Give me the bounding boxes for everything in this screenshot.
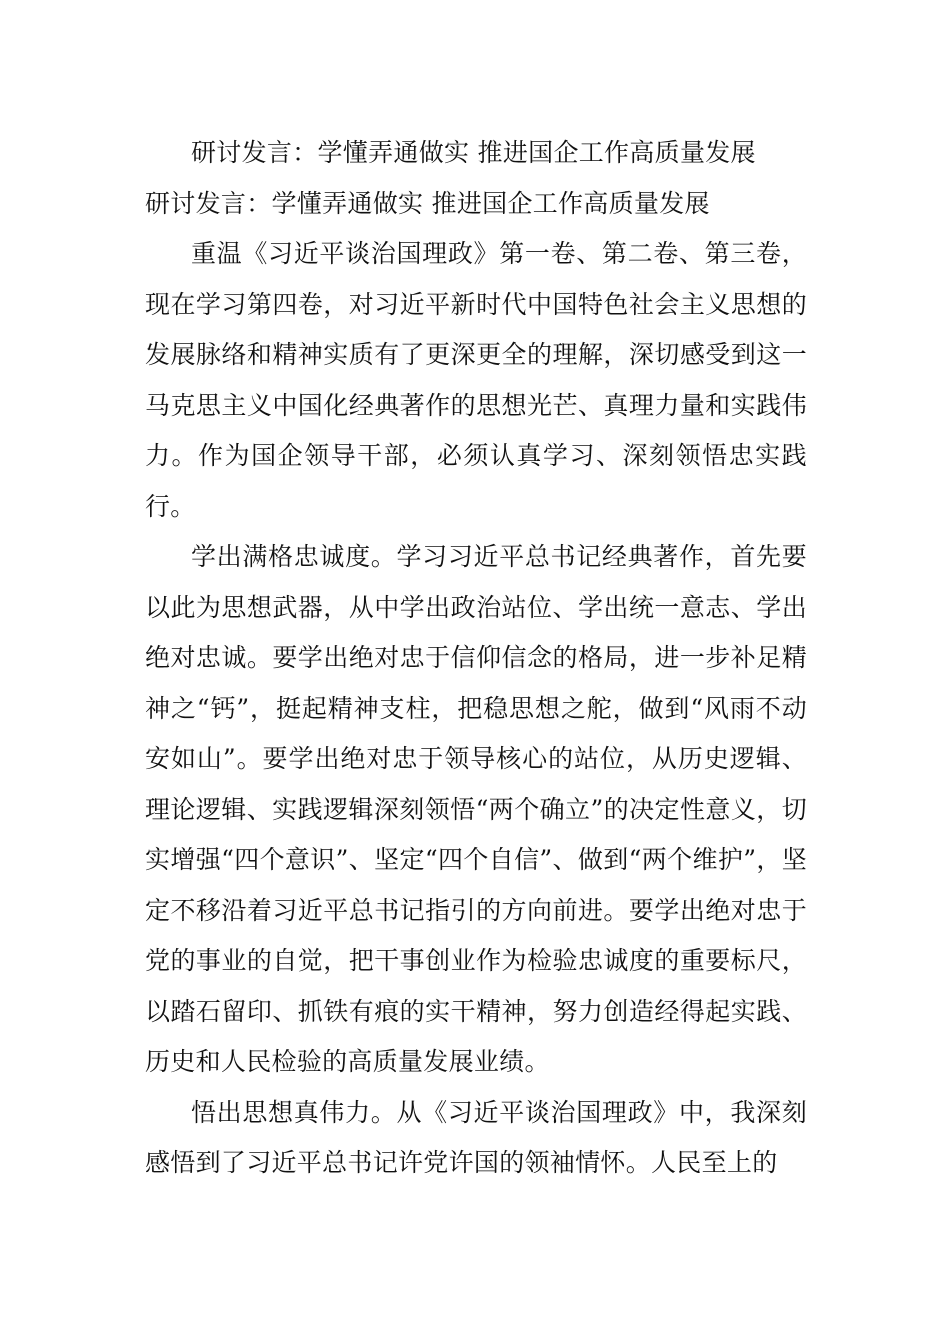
document-title-repeat: 研讨发言：学懂弄通做实 推进国企工作高质量发展 [145, 188, 710, 218]
paragraph-loyalty: 学出满格忠诚度。学习习近平总书记经典著作，首先要以此为思想武器，从中学出政治站位、学出统一意志、学出绝对忠诚。要学出绝对忠于信仰信念的格局，进一步补足精神之“钙”，挺起精神支柱，把稳思想之舵，做到“风雨不动安如山”。要学出绝对忠于领导核心的站位，从历史逻辑、理论逻辑、实践逻辑深刻领悟“两个确立”的决定性意义，切实增强“四个意识”、坚定“四个自信”、做到“两个维护”，坚定不移沿着习近平总书记指引的方向前进。要学出绝对忠于党的事业的自觉，把干事创业作为检验忠诚度的重要标尺，以踏石留印、抓铁有痕的实干精神，努力创造经得起实践、历史和人民检验的高质量发展业绩。 [145, 542, 807, 1076]
paragraph-thought: 悟出思想真伟力。从《习近平谈治国理政》中，我深刻感悟到了习近平总书记许党许国的领袖情怀。人民至上的 [145, 1097, 807, 1177]
document-title: 研讨发言：学懂弄通做实 推进国企工作高质量发展 [191, 138, 756, 167]
document-body [145, 128, 807, 1189]
paragraph-intro: 重温《习近平谈治国理政》第一卷、第二卷、第三卷，现在学习第四卷，对习近平新时代中国特色社会主义思想的发展脉络和精神实质有了更深更全的理解，深切感受到这一马克思主义中国化经典著作的思想光芒、真理力量和实践伟力。作为国企领导干部，必须认真学习、深刻领悟忠实践行。 [145, 239, 807, 521]
